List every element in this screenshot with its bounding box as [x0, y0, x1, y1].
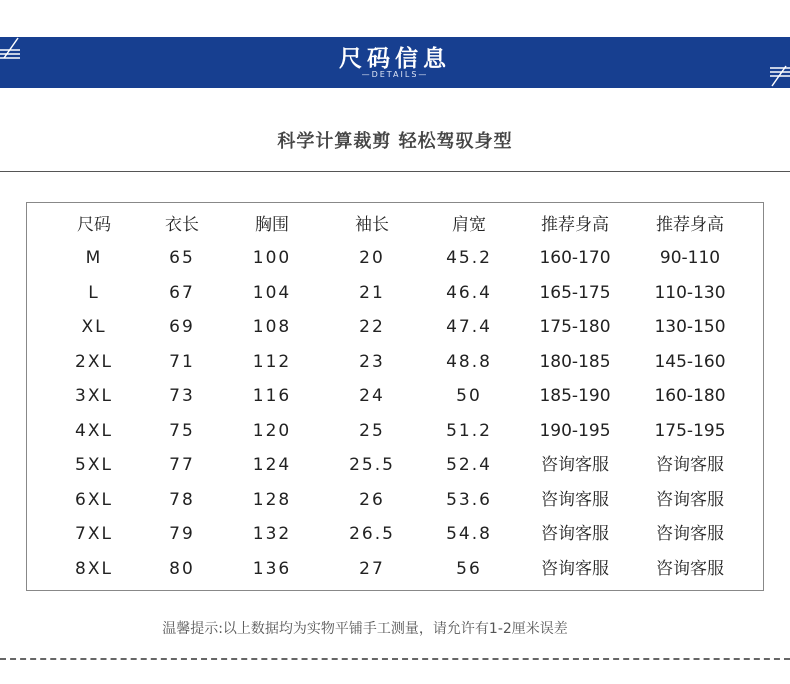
table-cell: 46.4 [446, 282, 492, 303]
table-cell: 190-195 [539, 420, 611, 441]
table-cell: 160-180 [654, 386, 726, 406]
table-cell: 3XL [75, 386, 113, 406]
table-cell: 47.4 [446, 317, 492, 337]
table-cell: 71 [169, 351, 195, 372]
table-cell: 20 [359, 248, 385, 268]
table-cell: 79 [169, 524, 195, 544]
table-cell: 75 [169, 420, 195, 441]
table-cell: L [88, 282, 100, 303]
tagline: 科学计算裁剪 轻松驾驭身型 [277, 131, 513, 152]
table-cell: 咨询客服 [656, 489, 724, 510]
table-cell: 110-130 [654, 282, 726, 303]
table-cell: 25.5 [349, 455, 395, 475]
table-cell: 124 [252, 455, 292, 475]
measurement-note: 温馨提示:以上数据均为实物平铺手工测量，请允许有1-2厘米误差 [162, 621, 568, 637]
table-cell: 65 [169, 248, 195, 268]
table-cell: 26.5 [349, 524, 395, 544]
table-cell: 54.8 [446, 524, 492, 544]
table-cell: 27 [359, 558, 385, 579]
table-cell: 108 [252, 317, 292, 337]
divider [0, 171, 790, 172]
dashed-divider [0, 658, 790, 660]
table-cell: 130-150 [654, 317, 726, 337]
table-row [27, 276, 765, 310]
table-row [27, 448, 765, 482]
table-cell: 128 [252, 489, 292, 510]
table-cell: 咨询客服 [656, 558, 724, 579]
table-cell: 4XL [75, 420, 113, 441]
table-cell: 112 [252, 351, 292, 372]
table-cell: 185-190 [539, 386, 611, 406]
banner-subtitle: —DETAILS— [361, 70, 429, 79]
table-row [27, 552, 765, 586]
table-row [27, 310, 765, 344]
table-cell: 2XL [75, 351, 113, 372]
table-row [27, 517, 765, 551]
table-cell: 8XL [75, 558, 113, 579]
table-cell: 咨询客服 [541, 558, 609, 579]
table-cell: 116 [252, 386, 292, 406]
table-header-row [27, 208, 765, 242]
table-row [27, 414, 765, 448]
table-cell: 26 [359, 489, 385, 510]
table-cell: 咨询客服 [541, 489, 609, 510]
table-cell: 51.2 [446, 420, 492, 441]
size-table [26, 202, 764, 591]
table-cell: 67 [169, 282, 195, 303]
table-cell: 69 [169, 317, 195, 337]
table-cell: 45.2 [446, 248, 492, 268]
table-cell: 22 [359, 317, 385, 337]
table-cell: 咨询客服 [541, 455, 609, 475]
table-cell: 咨询客服 [656, 524, 724, 544]
table-cell: 120 [252, 420, 292, 441]
table-cell: 6XL [75, 489, 113, 510]
table-cell: 50 [456, 386, 482, 406]
table-row [27, 483, 765, 517]
table-cell: 7XL [75, 524, 113, 544]
table-cell: 80 [169, 558, 195, 579]
table-cell: 23 [359, 351, 385, 372]
table-cell: 90-110 [659, 248, 721, 268]
table-cell: 136 [252, 558, 292, 579]
header-cell-size: 尺码 [77, 215, 111, 235]
header-cell-length: 衣长 [165, 215, 199, 235]
table-cell: 175-195 [654, 420, 726, 441]
table-row [27, 345, 765, 379]
header-cell-chest: 胸围 [255, 215, 289, 235]
table-cell: M [85, 248, 103, 268]
table-row [27, 379, 765, 413]
table-cell: 咨询客服 [541, 524, 609, 544]
table-cell: 5XL [75, 455, 113, 475]
table-cell: 52.4 [446, 455, 492, 475]
table-cell: 78 [169, 489, 195, 510]
table-cell: 165-175 [539, 282, 611, 303]
header-cell-shoulder: 肩宽 [452, 215, 486, 235]
table-cell: 73 [169, 386, 195, 406]
table-cell: 160-170 [539, 248, 611, 268]
table-cell: XL [81, 317, 107, 337]
header-cell-height: 推荐身高 [541, 215, 609, 235]
table-cell: 175-180 [539, 317, 611, 337]
header-banner [0, 37, 790, 88]
table-cell: 48.8 [446, 351, 492, 372]
stripes-left-icon [0, 36, 22, 60]
table-cell: 180-185 [539, 351, 611, 372]
table-cell: 132 [252, 524, 292, 544]
table-row [27, 241, 765, 275]
table-cell: 21 [359, 282, 385, 303]
header-cell-sleeve: 袖长 [355, 215, 389, 235]
table-cell: 53.6 [446, 489, 492, 510]
table-cell: 24 [359, 386, 385, 406]
table-cell: 25 [359, 420, 385, 441]
table-cell: 100 [252, 248, 292, 268]
table-cell: 56 [456, 558, 482, 579]
header-cell-height-2: 推荐身高 [656, 215, 724, 235]
stripes-right-icon [766, 64, 790, 88]
table-cell: 77 [169, 455, 195, 475]
table-cell: 咨询客服 [656, 455, 724, 475]
table-cell: 145-160 [654, 351, 726, 372]
banner-title: 尺码信息 [339, 46, 451, 72]
table-cell: 104 [252, 282, 292, 303]
